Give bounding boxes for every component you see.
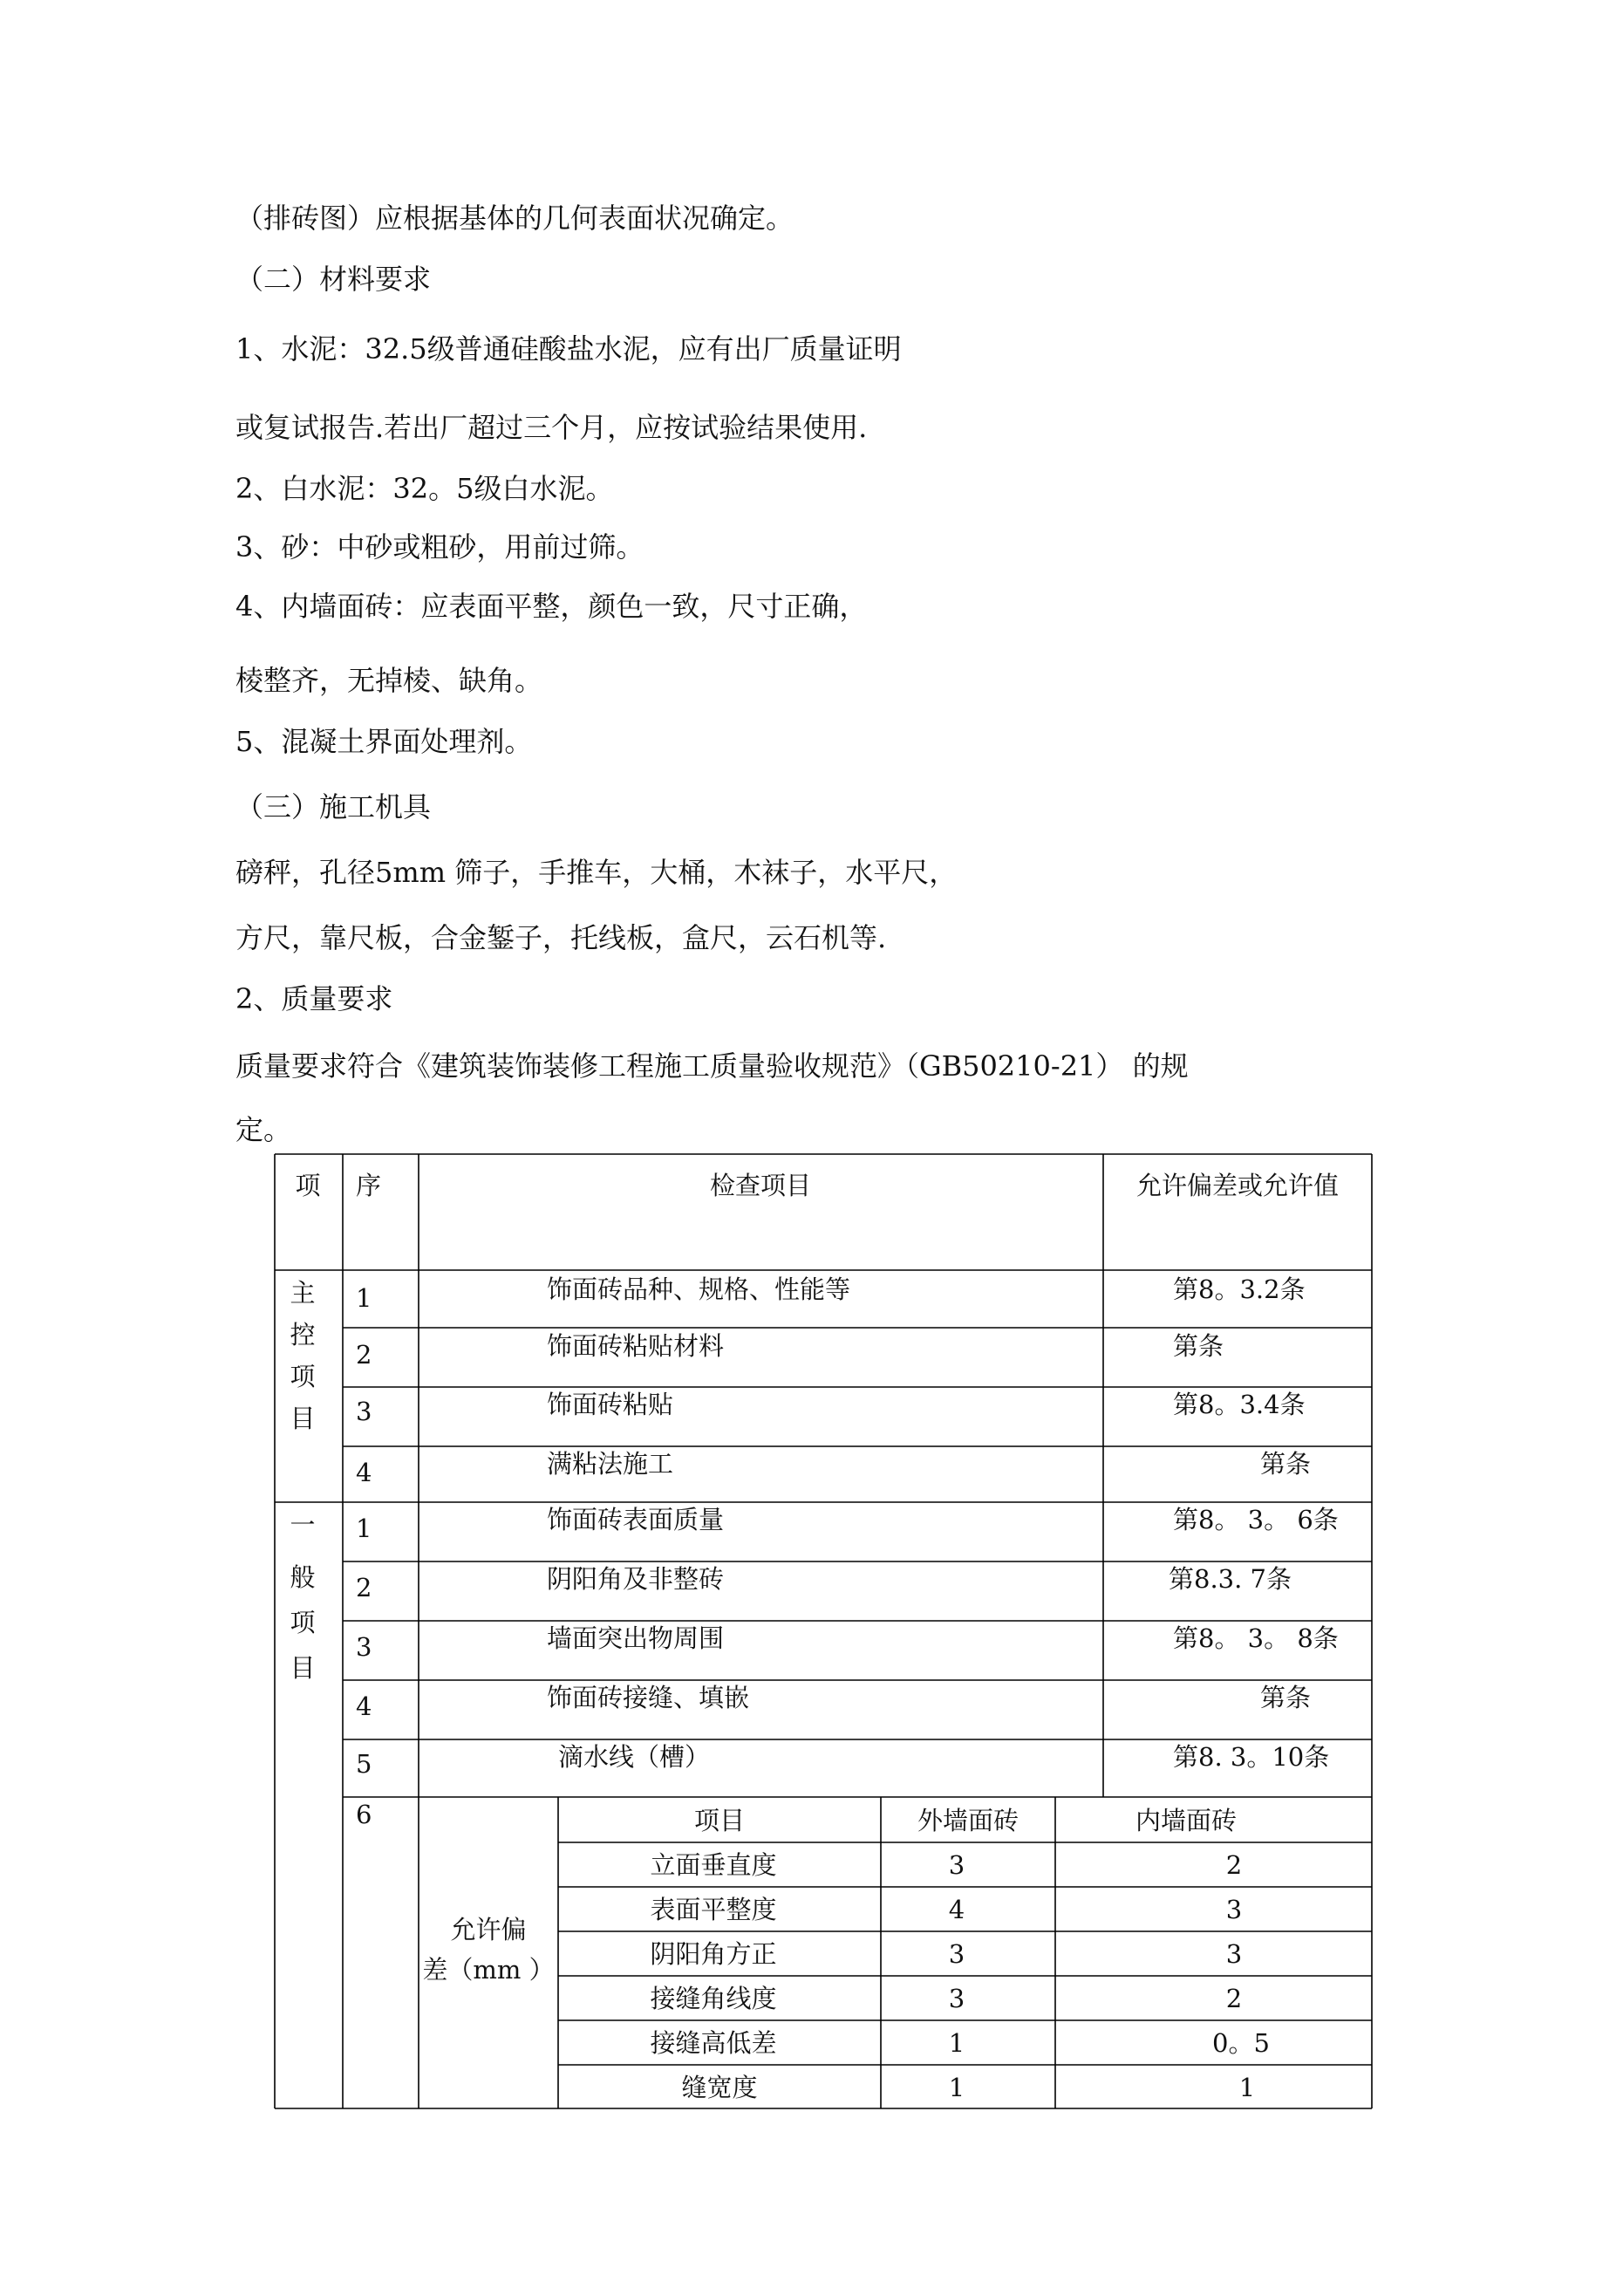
main-row-check: 饰面砖粘贴 — [547, 1390, 674, 1419]
text-line: 质量要求符合《建筑装饰装修工程施工质量验收规范》（GB50210-21） 的规 — [235, 1049, 1189, 1083]
tolerance-row-item: 阴阳角方正 — [650, 1939, 777, 1969]
tolerance-row-interior: 3 — [1225, 1895, 1243, 1924]
text-line: 2、白水泥：32。5级白水泥。 — [235, 472, 614, 505]
general-row-check: 阴阳角及非整砖 — [547, 1564, 725, 1594]
main-row-check: 满粘法施工 — [547, 1449, 674, 1479]
tolerance-row-interior: 3 — [1225, 1939, 1243, 1969]
header-value: 允许偏差或允许值 — [1135, 1171, 1340, 1200]
general-row-seq: 3 — [356, 1632, 372, 1662]
tolerance-row-item: 接缝高低差 — [650, 2028, 777, 2058]
header-seq: 序 — [356, 1171, 382, 1200]
main-row-seq: 1 — [356, 1283, 372, 1313]
general-row-value: 第8。 3。 8条 — [1173, 1623, 1339, 1653]
general-row-seq: 5 — [356, 1749, 372, 1779]
tolerance-row-interior: 0。5 — [1212, 2028, 1270, 2058]
tolerance-header-exterior: 外墙面砖 — [917, 1806, 1019, 1835]
main-row-seq: 4 — [356, 1458, 372, 1487]
section-heading: 2、质量要求 — [235, 982, 393, 1015]
group-main-char: 项 — [290, 1362, 316, 1391]
tolerance-label: 差（mm ） — [422, 1955, 555, 1985]
tolerance-row-exterior: 3 — [948, 1850, 965, 1880]
general-row-value: 第8.3. 7条 — [1169, 1564, 1292, 1594]
tolerance-header-interior: 内墙面砖 — [1135, 1806, 1238, 1835]
tolerance-seq: 6 — [356, 1800, 372, 1829]
group-general-char: 项 — [290, 1608, 316, 1637]
general-row-value: 第8. 3。10条 — [1173, 1742, 1330, 1772]
main-row-seq: 2 — [356, 1340, 372, 1370]
text-line: 1、水泥：32.5级普通硅酸盐水泥，应有出厂质量证明 — [235, 332, 902, 366]
tolerance-row-interior: 1 — [1238, 2073, 1256, 2102]
tolerance-row-item: 表面平整度 — [650, 1895, 777, 1924]
general-row-check: 墙面突出物周围 — [547, 1623, 725, 1653]
tolerance-row-exterior: 4 — [948, 1895, 965, 1924]
tolerance-row-interior: 2 — [1225, 1984, 1243, 2013]
general-row-check: 滴水线（槽） — [558, 1742, 711, 1772]
main-row-value: 第8。3.2条 — [1173, 1274, 1306, 1304]
group-general-char: 般 — [290, 1562, 316, 1592]
text-line: 定。 — [235, 1113, 292, 1146]
tolerance-row-exterior: 3 — [948, 1984, 965, 2013]
main-row-value: 第条 — [1173, 1331, 1224, 1361]
tolerance-row-item: 立面垂直度 — [650, 1850, 777, 1880]
section-heading: （二）材料要求 — [235, 263, 432, 296]
group-general-char: 一 — [290, 1510, 316, 1540]
tolerance-row-item: 缝宽度 — [681, 2073, 758, 2102]
tolerance-label: 允许偏 — [450, 1915, 527, 1944]
main-row-check: 饰面砖粘贴材料 — [547, 1331, 725, 1361]
text-line: 磅秤，孔径5mm 筛子，手推车，大桶，木袜子，水平尺， — [235, 856, 958, 889]
tolerance-row-exterior: 1 — [948, 2073, 965, 2102]
group-main-char: 控 — [290, 1320, 316, 1350]
main-row-check: 饰面砖品种、规格、性能等 — [547, 1274, 851, 1304]
text-line: 5、混凝土界面处理剂。 — [235, 725, 533, 758]
tolerance-row-exterior: 1 — [948, 2028, 965, 2058]
general-row-value: 第8。 3。 6条 — [1173, 1505, 1339, 1534]
general-row-check: 饰面砖接缝、填嵌 — [547, 1683, 750, 1712]
section-heading: （三）施工机具 — [235, 790, 432, 823]
general-row-value: 第条 — [1260, 1683, 1312, 1712]
header-item: 项 — [295, 1171, 321, 1200]
general-row-seq: 1 — [356, 1514, 372, 1543]
text-line: 方尺，靠尺板，合金錾子，托线板，盒尺，云石机等. — [235, 921, 887, 954]
tolerance-row-item: 接缝角线度 — [650, 1984, 777, 2013]
group-main-char: 目 — [290, 1404, 316, 1433]
main-row-seq: 3 — [356, 1397, 372, 1426]
header-check: 检查项目 — [709, 1171, 812, 1200]
text-line: 4、内墙面砖：应表面平整，颜色一致，尺寸正确， — [235, 590, 868, 623]
group-general-char: 目 — [290, 1653, 316, 1683]
group-main-char: 主 — [290, 1278, 316, 1308]
text-line: （排砖图）应根据基体的几何表面状况确定。 — [235, 202, 794, 235]
tolerance-header-item: 项目 — [693, 1806, 746, 1835]
text-line: 棱整齐，无掉棱、缺角。 — [235, 664, 543, 697]
text-line: 或复试报告.若出厂超过三个月，应按试验结果使用. — [235, 411, 868, 444]
general-row-seq: 4 — [356, 1691, 372, 1721]
main-row-value: 第条 — [1260, 1449, 1312, 1479]
general-row-seq: 2 — [356, 1573, 372, 1602]
main-row-value: 第8。3.4条 — [1173, 1390, 1306, 1419]
general-row-check: 饰面砖表面质量 — [547, 1505, 725, 1534]
tolerance-row-interior: 2 — [1225, 1850, 1243, 1880]
tolerance-row-exterior: 3 — [948, 1939, 965, 1969]
text-line: 3、砂：中砂或粗砂，用前过筛。 — [235, 530, 644, 564]
